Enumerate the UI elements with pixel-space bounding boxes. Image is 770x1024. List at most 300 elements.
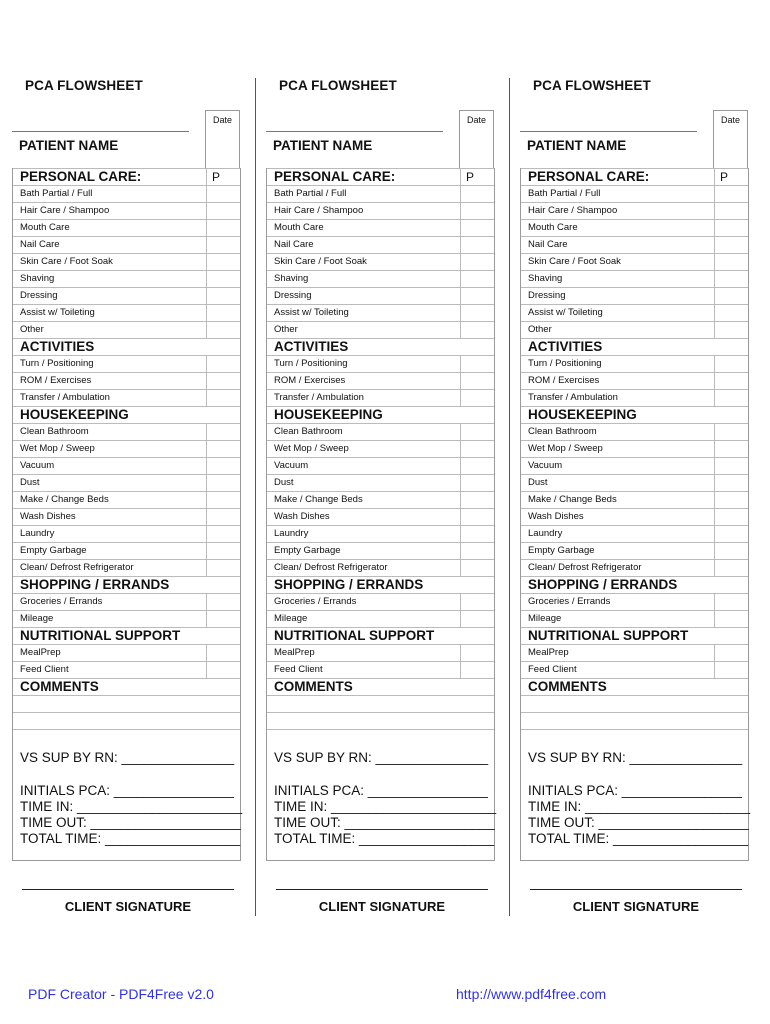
care-item-label: Assist w/ Toileting [528, 307, 603, 318]
care-item-row [267, 321, 494, 338]
section-heading-cell [206, 169, 240, 185]
check-cell[interactable] [206, 560, 240, 576]
patient-name-label: PATIENT NAME [19, 138, 119, 153]
care-item-label: Assist w/ Toileting [274, 307, 349, 318]
care-item-label: Mileage [20, 613, 54, 624]
section-heading-label: SHOPPING / ERRANDS [20, 577, 170, 592]
care-item-row [267, 542, 494, 559]
check-cell[interactable] [460, 220, 494, 236]
care-item-label: Other [20, 324, 44, 335]
vs-sup-by-rn[interactable]: VS SUP BY RN: _______________ [528, 750, 743, 765]
comment-line[interactable] [267, 712, 494, 729]
check-cell[interactable] [714, 288, 748, 304]
check-cell[interactable] [206, 424, 240, 440]
care-grid [12, 168, 241, 861]
care-item-label: Assist w/ Toileting [20, 307, 95, 318]
care-item-row [13, 423, 240, 440]
care-item-row [13, 542, 240, 559]
care-item-label: Clean/ Defrost Refrigerator [274, 562, 388, 573]
care-item-row [13, 253, 240, 270]
care-item-label: Transfer / Ambulation [274, 392, 364, 403]
section-heading-cell [714, 407, 747, 423]
care-item-label: Vacuum [20, 460, 55, 471]
care-item-label: Wash Dishes [20, 511, 76, 522]
signature-line[interactable] [22, 889, 234, 890]
care-item-label: Turn / Positioning [528, 358, 602, 369]
check-cell[interactable] [460, 237, 494, 253]
check-cell[interactable] [206, 237, 240, 253]
care-item-row [267, 372, 494, 389]
check-cell[interactable] [460, 441, 494, 457]
care-item-label: Turn / Positioning [274, 358, 348, 369]
section-heading [267, 576, 494, 593]
section-heading [13, 627, 240, 644]
section-heading [521, 338, 748, 355]
care-item-row [13, 355, 240, 372]
section-heading [13, 576, 240, 593]
care-item-row [267, 457, 494, 474]
care-item-label: Clean Bathroom [20, 426, 89, 437]
section-heading [521, 406, 748, 423]
care-item-row [521, 355, 748, 372]
care-item-row [267, 508, 494, 525]
patient-name-line[interactable] [520, 131, 697, 132]
section-heading-label: SHOPPING / ERRANDS [528, 577, 678, 592]
time-out-field[interactable]: TIME OUT: ____________________ [274, 815, 495, 830]
care-item-label: Nail Care [528, 239, 568, 250]
section-heading [267, 627, 494, 644]
comments-heading [521, 678, 748, 695]
comments-label: COMMENTS [20, 679, 99, 694]
vs-sup-by-rn[interactable]: VS SUP BY RN: _______________ [20, 750, 235, 765]
care-grid [520, 168, 749, 861]
care-item-label: MealPrep [20, 647, 61, 658]
check-cell[interactable] [714, 645, 748, 661]
check-cell[interactable] [460, 288, 494, 304]
check-cell[interactable] [206, 458, 240, 474]
section-heading-label: PERSONAL CARE: [528, 169, 650, 184]
check-cell[interactable] [714, 594, 748, 610]
care-item-row [267, 644, 494, 661]
check-cell[interactable] [206, 373, 240, 389]
initials-field[interactable]: INITIALS PCA: ________________ [274, 783, 488, 798]
check-cell[interactable] [714, 475, 748, 491]
care-item-row [521, 185, 748, 202]
care-item-label: Dust [274, 477, 294, 488]
check-cell[interactable] [714, 560, 748, 576]
care-item-row [521, 287, 748, 304]
total-time-field[interactable]: TOTAL TIME: __________________ [274, 831, 495, 846]
care-item-label: Hair Care / Shampoo [274, 205, 364, 216]
time-out-field[interactable]: TIME OUT: ____________________ [20, 815, 241, 830]
check-cell[interactable] [714, 543, 748, 559]
care-item-row [13, 372, 240, 389]
section-heading [13, 338, 240, 355]
check-cell[interactable] [714, 220, 748, 236]
check-cell[interactable] [206, 288, 240, 304]
check-cell[interactable] [206, 492, 240, 508]
check-cell[interactable] [714, 458, 748, 474]
patient-name-line[interactable] [12, 131, 189, 132]
column-separator [509, 78, 510, 916]
section-heading [267, 168, 494, 185]
section-heading-label: HOUSEKEEPING [20, 407, 129, 422]
care-item-label: Clean Bathroom [528, 426, 597, 437]
care-item-label: Mileage [274, 613, 308, 624]
care-item-row [13, 185, 240, 202]
patient-name-line[interactable] [266, 131, 443, 132]
section-heading-label: ACTIVITIES [274, 339, 349, 354]
care-item-row [267, 253, 494, 270]
section-heading-cell [206, 339, 239, 355]
care-item-row [13, 644, 240, 661]
care-item-row [13, 508, 240, 525]
care-item-label: Groceries / Errands [20, 596, 103, 607]
check-cell[interactable] [460, 560, 494, 576]
care-item-row [13, 491, 240, 508]
check-cell[interactable] [460, 543, 494, 559]
total-time-field[interactable]: TOTAL TIME: __________________ [20, 831, 241, 846]
care-item-row [267, 202, 494, 219]
date-label: Date [466, 115, 486, 125]
check-cell[interactable] [714, 356, 748, 372]
care-item-row [13, 525, 240, 542]
check-cell[interactable] [714, 526, 748, 542]
care-item-label: Laundry [20, 528, 55, 539]
care-item-label: Hair Care / Shampoo [528, 205, 618, 216]
care-item-row [13, 457, 240, 474]
care-item-label: Wash Dishes [274, 511, 330, 522]
section-heading-cell [460, 339, 493, 355]
comment-line[interactable] [267, 695, 494, 712]
check-cell[interactable] [206, 305, 240, 321]
care-item-label: Empty Garbage [528, 545, 595, 556]
time-in-field[interactable]: TIME IN: ______________________ [20, 799, 243, 814]
care-item-label: Wash Dishes [528, 511, 584, 522]
check-cell[interactable] [206, 645, 240, 661]
check-cell[interactable] [460, 356, 494, 372]
care-item-row [521, 236, 748, 253]
care-item-row [267, 270, 494, 287]
flowsheet-title: PCA FLOWSHEET [279, 78, 397, 93]
care-item-row [13, 270, 240, 287]
check-cell[interactable] [206, 594, 240, 610]
check-cell[interactable] [714, 237, 748, 253]
check-cell[interactable] [460, 475, 494, 491]
check-cell[interactable] [460, 424, 494, 440]
section-heading-label: NUTRITIONAL SUPPORT [274, 628, 435, 643]
care-item-label: ROM / Exercises [20, 375, 92, 386]
check-cell[interactable] [714, 271, 748, 287]
section-heading-cell [206, 577, 239, 593]
care-item-row [267, 661, 494, 678]
care-item-row [13, 304, 240, 321]
section-heading [521, 576, 748, 593]
check-cell[interactable] [460, 492, 494, 508]
care-item-label: Laundry [274, 528, 309, 539]
care-item-label: Skin Care / Foot Soak [274, 256, 367, 267]
check-cell[interactable] [460, 254, 494, 270]
date-label: Date [720, 115, 740, 125]
care-item-label: Other [528, 324, 552, 335]
check-cell[interactable] [206, 203, 240, 219]
comment-line[interactable] [521, 712, 748, 729]
time-in-field[interactable]: TIME IN: ______________________ [274, 799, 497, 814]
care-item-label: ROM / Exercises [528, 375, 600, 386]
care-item-label: Hair Care / Shampoo [20, 205, 110, 216]
care-item-row [13, 321, 240, 338]
check-cell[interactable] [460, 186, 494, 202]
care-item-row [267, 236, 494, 253]
flowsheet-title: PCA FLOWSHEET [533, 78, 651, 93]
care-item-label: Shaving [274, 273, 309, 284]
care-item-label: Mouth Care [20, 222, 70, 233]
care-item-row [13, 661, 240, 678]
section-heading-cell [206, 407, 239, 423]
flowsheet-title: PCA FLOWSHEET [25, 78, 143, 93]
care-item-label: Dust [20, 477, 40, 488]
care-item-label: Transfer / Ambulation [20, 392, 110, 403]
check-cell[interactable] [206, 662, 240, 678]
care-item-label: Vacuum [274, 460, 309, 471]
check-cell[interactable] [714, 322, 748, 338]
section-heading-label: ACTIVITIES [20, 339, 95, 354]
care-item-row [521, 389, 748, 406]
check-cell[interactable] [714, 492, 748, 508]
care-item-label: Wet Mop / Sweep [528, 443, 603, 454]
comments-label: COMMENTS [274, 679, 353, 694]
sign-off-block [267, 729, 497, 860]
section-heading [521, 168, 748, 185]
check-cell[interactable] [206, 322, 240, 338]
time-in-field[interactable]: TIME IN: ______________________ [528, 799, 751, 814]
care-item-row [521, 321, 748, 338]
section-heading [267, 406, 494, 423]
care-item-row [13, 593, 240, 610]
care-item-label: MealPrep [274, 647, 315, 658]
care-item-row [13, 610, 240, 627]
check-cell[interactable] [460, 458, 494, 474]
check-cell[interactable] [206, 390, 240, 406]
care-item-label: Feed Client [528, 664, 577, 675]
check-cell[interactable] [460, 373, 494, 389]
p-column-label: P [719, 170, 728, 184]
care-item-row [13, 202, 240, 219]
total-time-field[interactable]: TOTAL TIME: __________________ [528, 831, 749, 846]
care-item-label: Dressing [528, 290, 566, 301]
care-item-row [267, 610, 494, 627]
care-item-label: Feed Client [274, 664, 323, 675]
care-item-row [267, 491, 494, 508]
care-item-row [521, 610, 748, 627]
care-item-row [13, 474, 240, 491]
footer-url[interactable]: http://www.pdf4free.com [456, 986, 607, 1002]
care-item-row [13, 236, 240, 253]
care-item-row [521, 508, 748, 525]
care-item-row [521, 372, 748, 389]
care-item-label: Nail Care [274, 239, 314, 250]
check-cell[interactable] [714, 611, 748, 627]
section-heading-label: PERSONAL CARE: [20, 169, 142, 184]
check-cell[interactable] [714, 203, 748, 219]
check-cell[interactable] [206, 475, 240, 491]
care-item-row [521, 219, 748, 236]
care-item-row [521, 491, 748, 508]
care-item-row [267, 525, 494, 542]
care-item-row [267, 219, 494, 236]
care-item-label: Skin Care / Foot Soak [528, 256, 621, 267]
check-cell[interactable] [714, 305, 748, 321]
section-heading [267, 338, 494, 355]
care-item-label: Mouth Care [528, 222, 578, 233]
care-item-label: Clean Bathroom [274, 426, 343, 437]
care-item-label: Nail Care [20, 239, 60, 250]
check-cell[interactable] [460, 662, 494, 678]
section-heading-label: HOUSEKEEPING [528, 407, 637, 422]
sign-off-block [13, 729, 243, 860]
care-item-label: Empty Garbage [20, 545, 87, 556]
care-item-row [521, 457, 748, 474]
date-box[interactable] [713, 110, 748, 169]
signature-line[interactable] [530, 889, 742, 890]
care-item-label: Laundry [528, 528, 563, 539]
care-item-label: Other [274, 324, 298, 335]
check-cell[interactable] [206, 543, 240, 559]
check-cell[interactable] [206, 271, 240, 287]
care-item-row [521, 593, 748, 610]
patient-name-label: PATIENT NAME [527, 138, 627, 153]
section-heading-cell [714, 169, 748, 185]
column-separator [255, 78, 256, 916]
client-signature-label: CLIENT SIGNATURE [318, 899, 446, 914]
check-cell[interactable] [460, 390, 494, 406]
care-item-label: Skin Care / Foot Soak [20, 256, 113, 267]
check-cell[interactable] [206, 526, 240, 542]
section-heading-cell [460, 577, 493, 593]
care-item-label: Vacuum [528, 460, 563, 471]
check-cell[interactable] [460, 305, 494, 321]
comment-line[interactable] [13, 695, 240, 712]
check-cell[interactable] [206, 441, 240, 457]
care-item-label: Shaving [528, 273, 563, 284]
care-item-row [13, 440, 240, 457]
care-item-label: Make / Change Beds [528, 494, 617, 505]
care-item-label: Empty Garbage [274, 545, 341, 556]
care-item-row [521, 525, 748, 542]
check-cell[interactable] [206, 220, 240, 236]
check-cell[interactable] [460, 526, 494, 542]
check-cell[interactable] [460, 203, 494, 219]
care-item-label: Groceries / Errands [274, 596, 357, 607]
time-entries [274, 783, 496, 847]
care-item-label: ROM / Exercises [274, 375, 346, 386]
care-item-row [267, 559, 494, 576]
check-cell[interactable] [714, 441, 748, 457]
care-item-label: Bath Partial / Full [274, 188, 347, 199]
initials-field[interactable]: INITIALS PCA: ________________ [528, 783, 742, 798]
care-item-row [267, 304, 494, 321]
signature-line[interactable] [276, 889, 488, 890]
care-item-label: Dust [528, 477, 548, 488]
care-item-row [521, 559, 748, 576]
date-label: Date [212, 115, 232, 125]
date-box[interactable] [205, 110, 240, 169]
check-cell[interactable] [460, 645, 494, 661]
section-heading-label: PERSONAL CARE: [274, 169, 396, 184]
footer-creator: PDF Creator - PDF4Free v2.0 [28, 986, 214, 1002]
care-item-row [267, 440, 494, 457]
check-cell[interactable] [714, 254, 748, 270]
check-cell[interactable] [206, 186, 240, 202]
care-item-row [521, 423, 748, 440]
section-heading-label: HOUSEKEEPING [274, 407, 383, 422]
section-heading [13, 168, 240, 185]
care-item-label: Bath Partial / Full [20, 188, 93, 199]
section-heading-cell [460, 628, 493, 644]
client-signature-label: CLIENT SIGNATURE [572, 899, 700, 914]
care-item-row [267, 423, 494, 440]
check-cell[interactable] [714, 509, 748, 525]
care-item-label: Clean/ Defrost Refrigerator [20, 562, 134, 573]
section-heading-cell [206, 628, 239, 644]
care-item-label: Dressing [274, 290, 312, 301]
care-item-row [521, 474, 748, 491]
comment-line[interactable] [13, 712, 240, 729]
time-out-field[interactable]: TIME OUT: ____________________ [528, 815, 749, 830]
care-item-label: MealPrep [528, 647, 569, 658]
initials-field[interactable]: INITIALS PCA: ________________ [20, 783, 234, 798]
care-item-label: Turn / Positioning [20, 358, 94, 369]
check-cell[interactable] [714, 424, 748, 440]
check-cell[interactable] [714, 186, 748, 202]
care-item-label: Dressing [20, 290, 58, 301]
comment-line[interactable] [521, 695, 748, 712]
check-cell[interactable] [206, 254, 240, 270]
section-heading-label: NUTRITIONAL SUPPORT [528, 628, 689, 643]
check-cell[interactable] [714, 373, 748, 389]
care-item-row [521, 644, 748, 661]
section-heading-label: ACTIVITIES [528, 339, 603, 354]
check-cell[interactable] [206, 611, 240, 627]
p-column-label: P [465, 170, 474, 184]
care-item-row [267, 389, 494, 406]
care-item-label: Make / Change Beds [274, 494, 363, 505]
check-cell[interactable] [714, 390, 748, 406]
care-grid [266, 168, 495, 861]
check-cell[interactable] [460, 322, 494, 338]
section-heading [13, 406, 240, 423]
check-cell[interactable] [460, 509, 494, 525]
check-cell[interactable] [460, 611, 494, 627]
care-item-label: Groceries / Errands [528, 596, 611, 607]
check-cell[interactable] [460, 271, 494, 287]
check-cell[interactable] [206, 356, 240, 372]
check-cell[interactable] [206, 509, 240, 525]
section-heading-cell [460, 407, 493, 423]
care-item-label: Shaving [20, 273, 55, 284]
vs-sup-by-rn[interactable]: VS SUP BY RN: _______________ [274, 750, 489, 765]
section-heading-cell [714, 628, 747, 644]
section-heading [521, 627, 748, 644]
care-item-row [13, 287, 240, 304]
client-signature-label: CLIENT SIGNATURE [64, 899, 192, 914]
comments-heading [267, 678, 494, 695]
care-item-row [267, 593, 494, 610]
check-cell[interactable] [460, 594, 494, 610]
patient-name-label: PATIENT NAME [273, 138, 373, 153]
date-box[interactable] [459, 110, 494, 169]
check-cell[interactable] [714, 662, 748, 678]
